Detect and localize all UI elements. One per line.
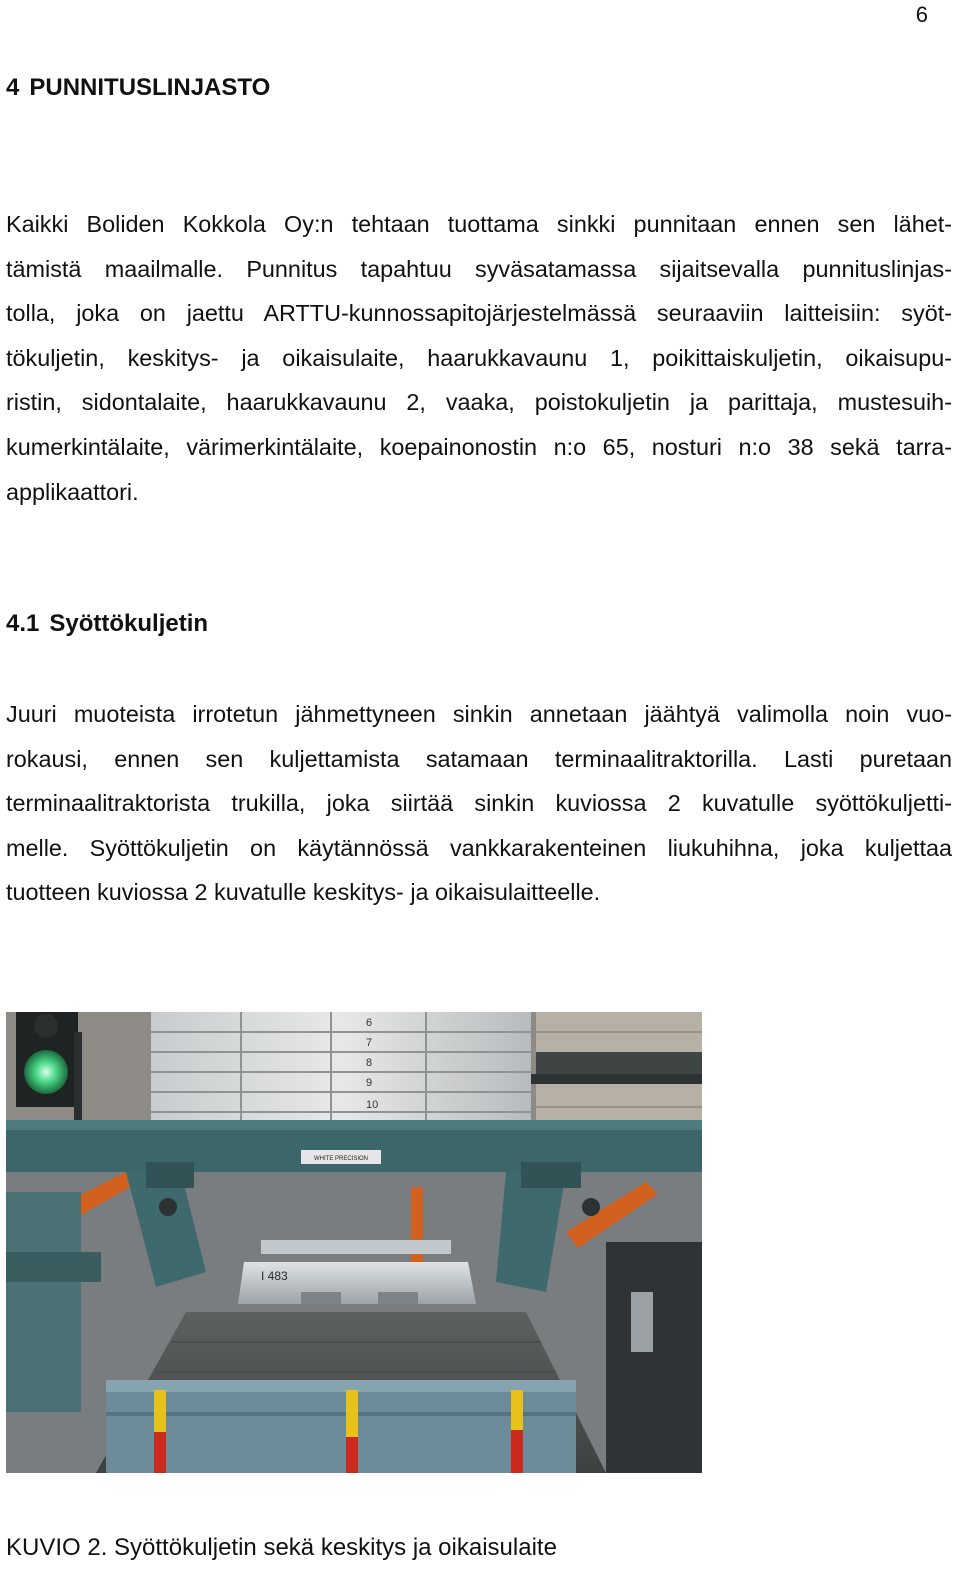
rack-slot-number: 10 [366, 1099, 379, 1111]
text-line: tökuljetin, keskitys- ja oikaisulaite, haarukkavaunu 1, poikittaiskuljetin, oikaisupu- [6, 344, 952, 371]
rack-slot-number: 7 [366, 1037, 373, 1049]
section-heading [6, 74, 270, 102]
text-line: tolla, joka on jaettu ARTTU-kunnossapitojärjestelmässä seuraaviin laitteisiin: syöt- [6, 300, 952, 327]
rack-slot-number: 9 [366, 1077, 373, 1089]
green-light-icon [24, 1050, 68, 1094]
subsection-title: Syöttökuljetin [49, 610, 209, 637]
section-title: PUNNITUSLINJASTO [29, 74, 271, 101]
ingot-marking: I 483 [261, 1269, 288, 1283]
text-line: applikaattori. [6, 478, 139, 505]
conveyor-photo [6, 1012, 702, 1473]
text-line: rokausi, ennen sen kuljettamista satamaan terminaalitraktorilla. Lasti puretaan [6, 745, 952, 772]
text-line: melle. Syöttökuljetin on käytännössä vankkarakenteinen liukuhihna, joka kuljettaa [6, 834, 952, 861]
text-line: tuotteen kuviossa 2 kuvatulle keskitys- ja oikaisulaitteelle. [6, 879, 601, 906]
text-line: Kaikki Boliden Kokkola Oy:n tehtaan tuottama sinkki punnitaan ennen sen lähet- [6, 211, 952, 237]
text-line: terminaalitraktorista trukilla, joka siirtää sinkin kuviossa 2 kuvatulle syöttökuljetti- [6, 790, 952, 817]
intro-paragraph [6, 202, 952, 514]
section-number: 4 [6, 74, 20, 101]
subsection-heading [6, 610, 208, 638]
page-number: 6 [915, 2, 928, 27]
subsection-number: 4.1 [6, 610, 40, 637]
rack-slot-number: 8 [366, 1057, 373, 1069]
text-line: kumerkintälaite, värimerkintälaite, koepainonostin n:o 65, nosturi n:o 38 sekä tarra- [6, 433, 952, 460]
rack-slot-number: 6 [366, 1017, 373, 1029]
scale-plate-label: WHITE PRECISION [313, 1156, 369, 1162]
text-line: ristin, sidontalaite, haarukkavaunu 2, vaaka, poistokuljetin ja parittaja, mustesuih- [6, 389, 952, 416]
text-line: tämistä maailmalle. Punnitus tapahtuu syväsatamassa sijaitsevalla punnituslinjas- [6, 255, 952, 282]
text-line: Juuri muoteista irrotetun jähmettyneen sinkin annetaan jäähtyä valimolla noin vuo- [6, 701, 952, 727]
subsection-paragraph [6, 692, 952, 915]
figure-caption: KUVIO 2. Syöttökuljetin sekä keskitys ja oikaisulaite [6, 1534, 557, 1561]
